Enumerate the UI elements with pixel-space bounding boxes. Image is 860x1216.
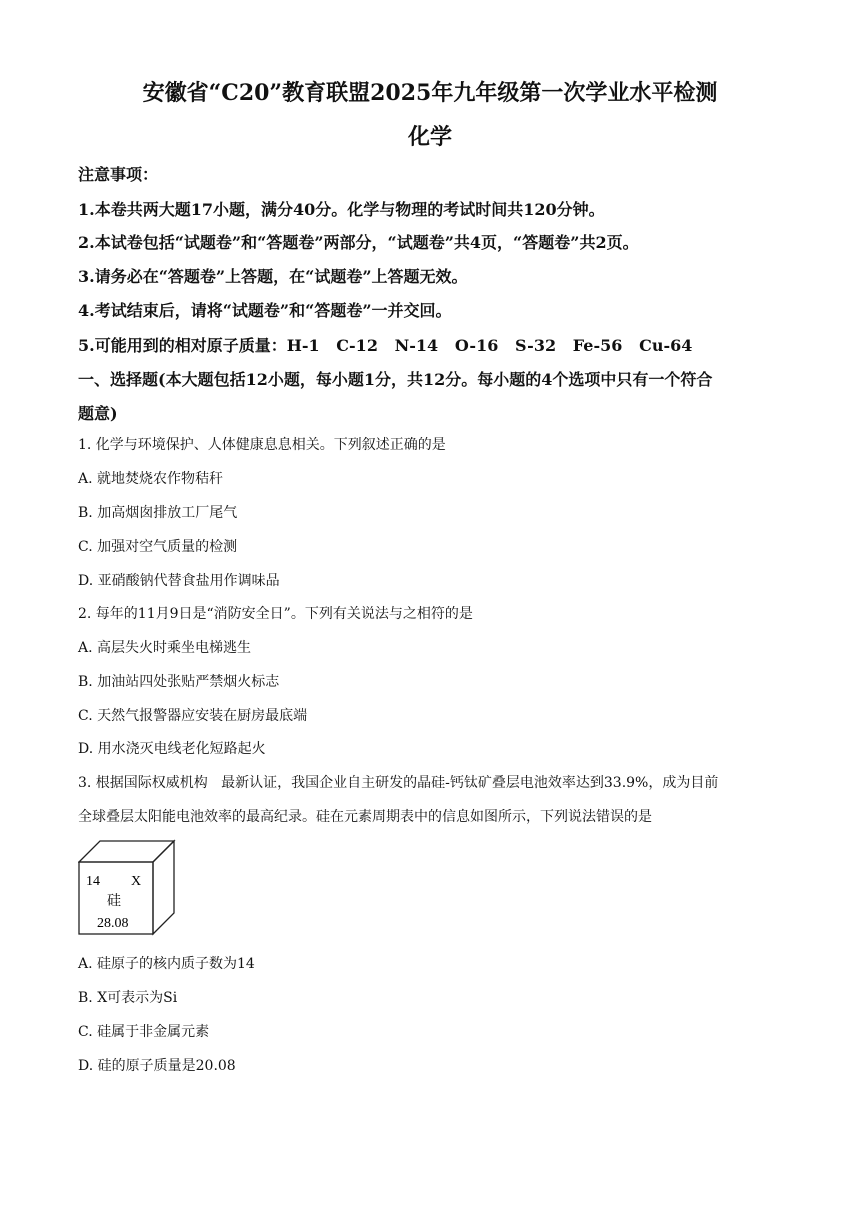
section-heading-cont: 题意): [78, 404, 118, 423]
question-3-option-c: C. 硅属于非金属元素: [78, 1024, 210, 1040]
atomic-mass: 28.08: [97, 916, 129, 931]
question-2-stem: 2. 每年的11月9日是“消防安全日”。下列有关说法与之相符的是: [78, 606, 473, 622]
note-item: 3.请务必在“答题卷”上答题，在“试题卷”上答题无效。: [78, 267, 468, 286]
question-2-option-d: D. 用水浇灭电线老化短路起火: [78, 741, 266, 757]
note-item: 1.本卷共两大题17小题，满分40分。化学与物理的考试时间共120分钟。: [78, 200, 605, 219]
question-1-option-d: D. 亚硝酸钠代替食盐用作调味品: [78, 573, 280, 589]
question-3-option-b: B. X可表示为Si: [78, 990, 178, 1006]
note-item: 5.可能用到的相对原子质量：H-1 C-12 N-14 O-16 S-32 Fe-56 Cu-64: [78, 336, 693, 355]
question-3-stem-cont: 全球叠层太阳能电池效率的最高纪录。硅在元素周期表中的信息如图所示，下列说法错误的是: [78, 809, 652, 825]
element-name: 硅: [107, 894, 121, 909]
question-1-option-a: A. 就地焚烧农作物秸秆: [78, 471, 224, 487]
subject-title: 化学: [407, 124, 452, 150]
section-heading: 一、选择题(本大题包括12小题，每小题1分，共12分。每小题的4个选项中只有一个符合: [78, 370, 713, 389]
question-2-option-c: C. 天然气报警器应安装在厨房最底端: [78, 708, 308, 724]
element-symbol: X: [131, 874, 142, 889]
element-card-figure: [78, 838, 178, 940]
atomic-number: 14: [86, 874, 100, 889]
exam-title: 安徽省“C20”教育联盟2025年九年级第一次学业水平检测: [142, 80, 718, 106]
question-3-stem: 3. 根据国际权威机构 最新认证，我国企业自主研发的晶硅-钙钛矿叠层电池效率达到33.9%，成为目前: [78, 775, 719, 791]
note-item: 4.考试结束后，请将“试题卷”和“答题卷”一并交回。: [78, 301, 452, 320]
question-1-stem: 1. 化学与环境保护、人体健康息息相关。下列叙述正确的是: [78, 437, 446, 453]
question-1-option-c: C. 加强对空气质量的检测: [78, 539, 238, 555]
question-2-option-b: B. 加油站四处张贴严禁烟火标志: [78, 674, 280, 690]
question-3-option-a: A. 硅原子的核内质子数为14: [78, 956, 255, 972]
question-3-option-d: D. 硅的原子质量是20.08: [78, 1058, 236, 1074]
notes-heading: 注意事项：: [78, 165, 159, 184]
question-1-option-b: B. 加高烟囱排放工厂尾气: [78, 505, 238, 521]
question-2-option-a: A. 高层失火时乘坐电梯逃生: [78, 640, 252, 656]
note-item: 2.本试卷包括“试题卷”和“答题卷”两部分，“试题卷”共4页，“答题卷”共2页。: [78, 233, 639, 252]
